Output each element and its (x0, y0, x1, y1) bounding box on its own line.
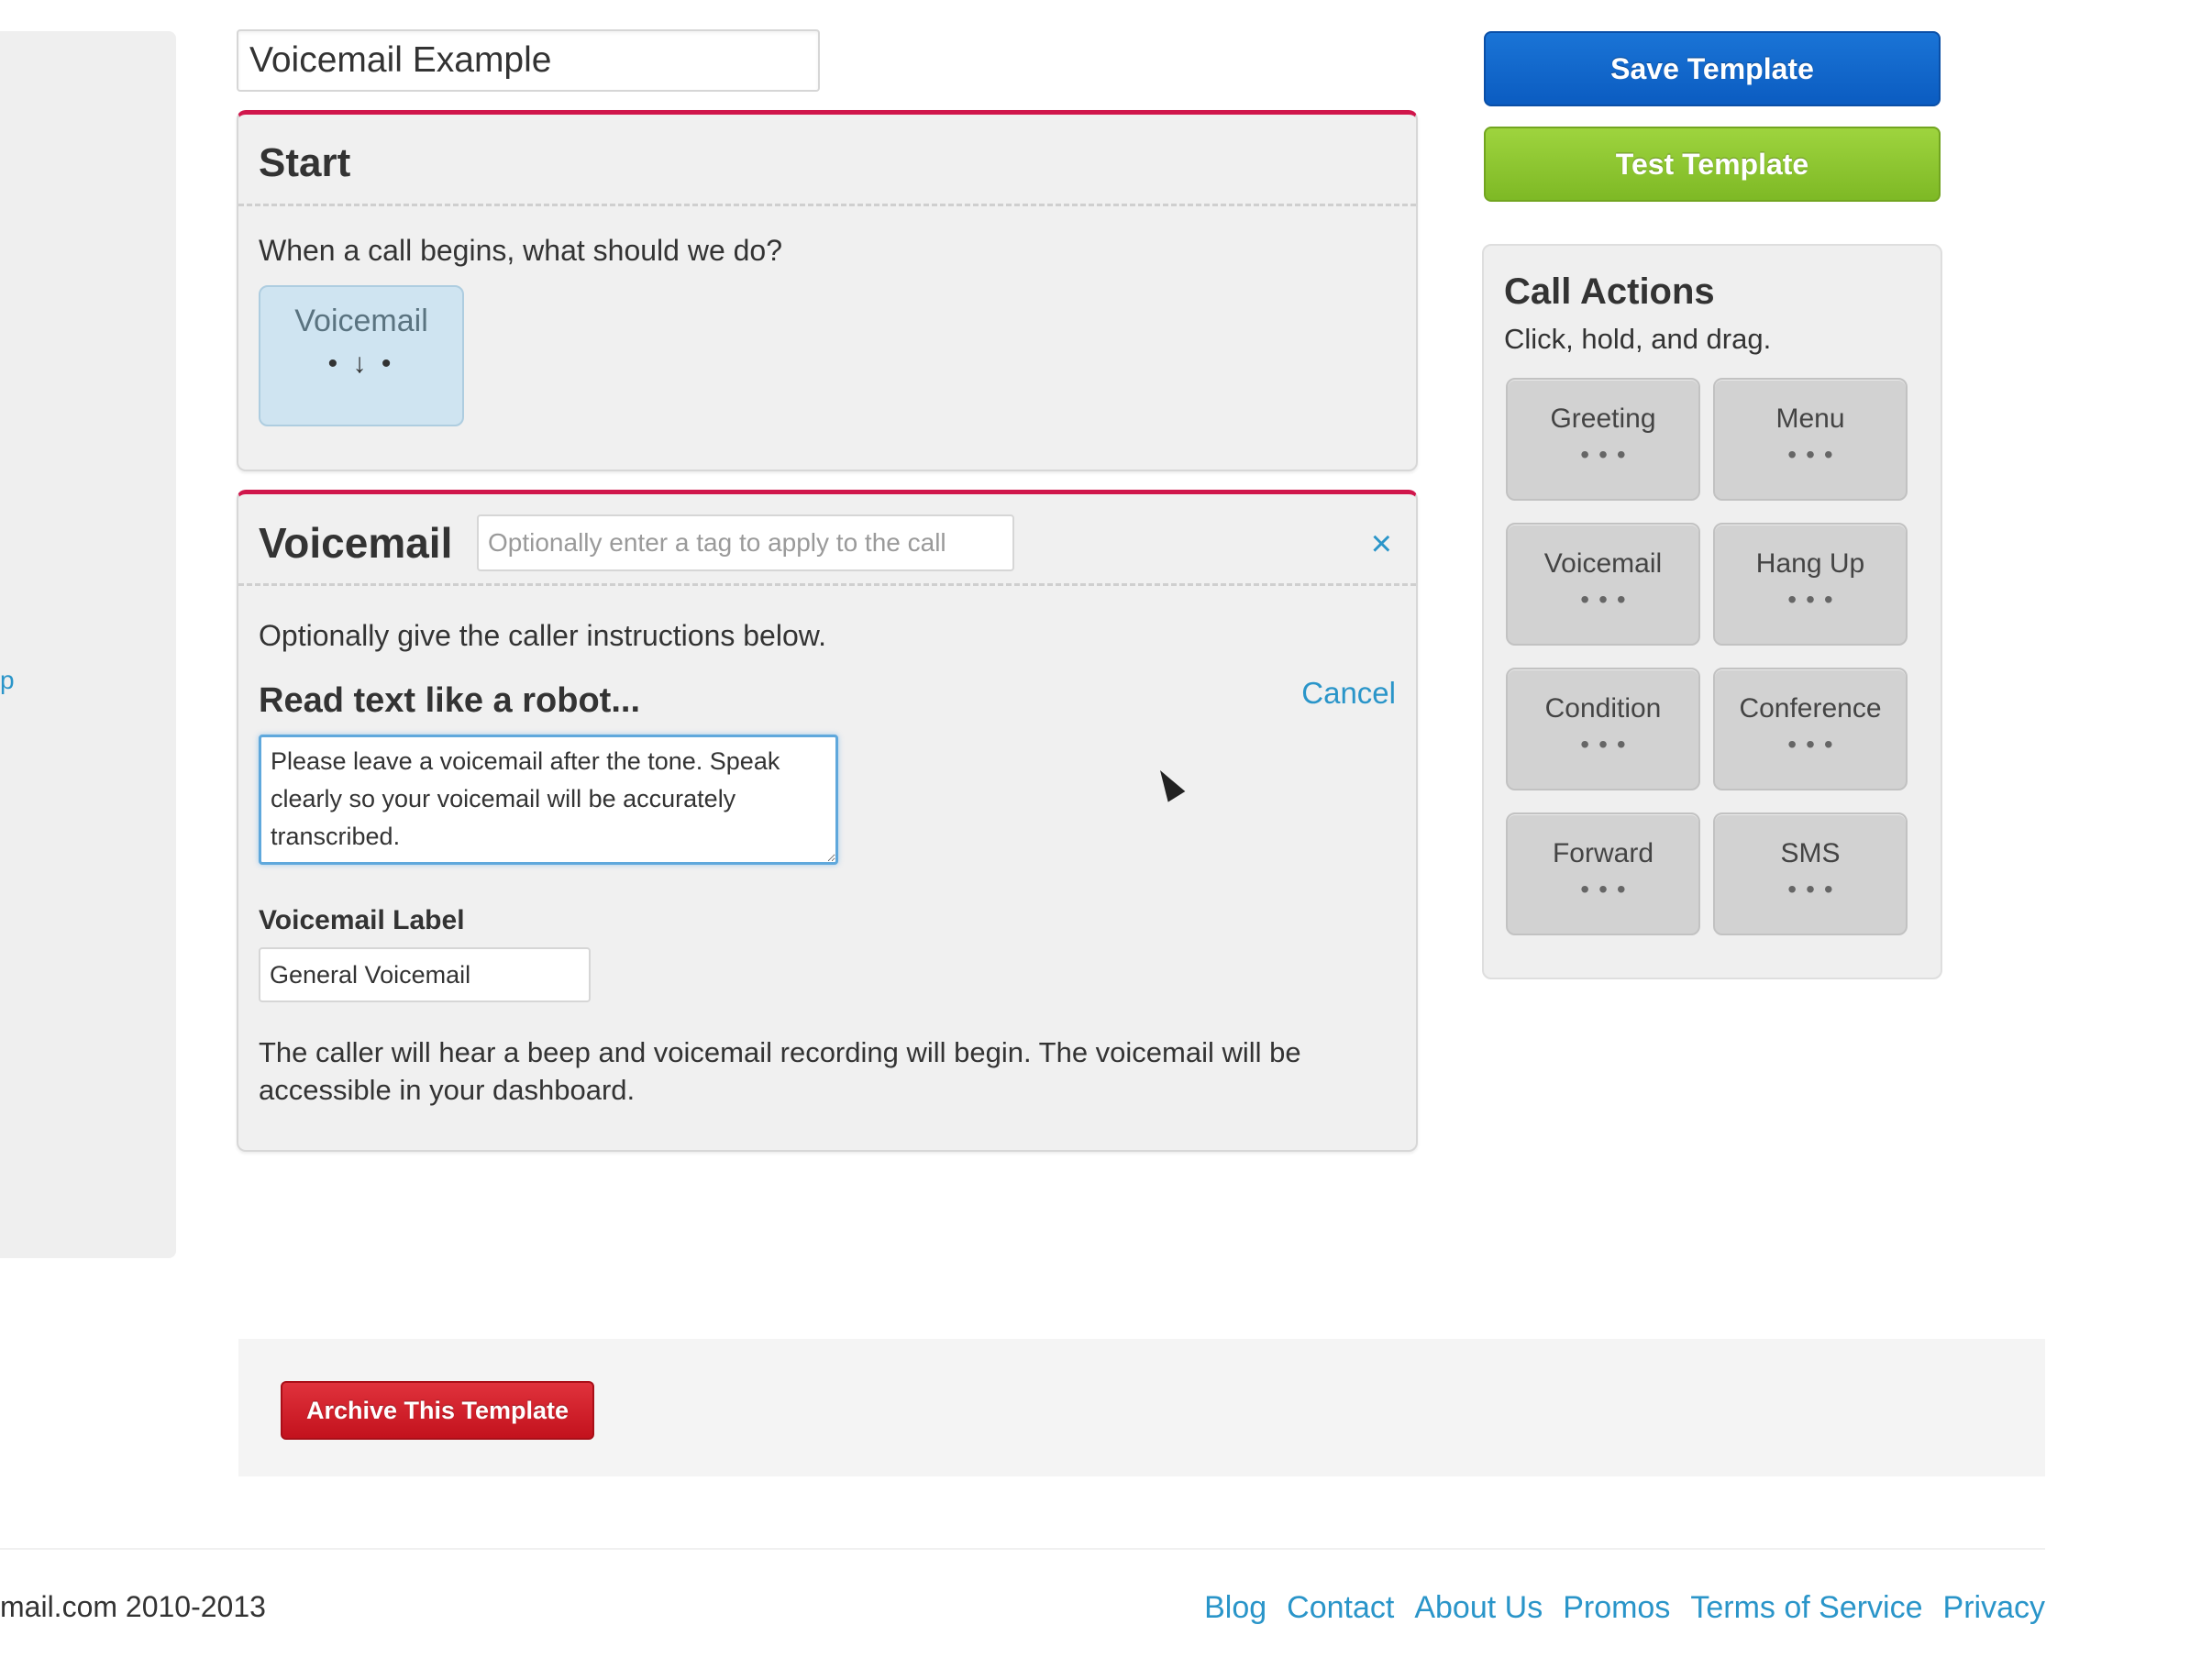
footer-divider (0, 1548, 2045, 1550)
footer-link-contact[interactable]: Contact (1287, 1590, 1395, 1625)
voicemail-note: The caller will hear a beep and voicemail recording will begin. The voicemail will be accessible in your dashboard. (259, 1036, 1301, 1106)
drag-handle-icon: ••• (1580, 440, 1635, 469)
footer-link-terms[interactable]: Terms of Service (1690, 1590, 1923, 1625)
start-block-label: Voicemail (294, 304, 428, 338)
drag-handle-icon: ••• (1787, 730, 1842, 758)
call-actions-grid (1506, 378, 1913, 935)
voicemail-panel-header (238, 494, 1416, 586)
drag-handle-icon: ••• (1580, 585, 1635, 613)
action-tile-label: SMS (1780, 838, 1841, 868)
left-sidebar-panel (0, 31, 176, 1258)
robot-text-input[interactable] (259, 735, 838, 865)
start-panel-header (238, 115, 1416, 206)
footer-link-blog[interactable]: Blog (1204, 1590, 1267, 1625)
voicemail-panel (237, 490, 1418, 1152)
cancel-link[interactable]: Cancel (1301, 676, 1396, 710)
action-tile-forward[interactable] (1506, 812, 1700, 935)
action-tile-label: Greeting (1550, 403, 1656, 434)
start-title: Start (259, 140, 351, 185)
footer-nav (1204, 1590, 2045, 1626)
action-tile-conference[interactable] (1713, 668, 1908, 790)
start-panel (237, 110, 1418, 471)
close-icon[interactable]: × (1370, 524, 1392, 564)
action-tile-menu[interactable] (1713, 378, 1908, 501)
action-tile-label: Forward (1552, 838, 1654, 868)
footer-copyright: mail.com 2010-2013 (0, 1590, 266, 1623)
action-tile-sms[interactable] (1713, 812, 1908, 935)
robot-heading: Read text like a robot... (259, 681, 640, 720)
start-question: When a call begins, what should we do? (259, 234, 783, 267)
left-sidebar-link[interactable]: p (0, 666, 15, 694)
drag-handle-icon: ••• (1787, 585, 1842, 613)
archive-template-button[interactable]: Archive This Template (281, 1381, 594, 1440)
drag-handle-icon: ••• (1580, 730, 1635, 758)
footer-link-about-us[interactable]: About Us (1414, 1590, 1543, 1625)
drag-handle-icon: ••• (1787, 875, 1842, 903)
voicemail-instructions: Optionally give the caller instructions below. (259, 619, 826, 652)
footer-link-privacy[interactable]: Privacy (1942, 1590, 2045, 1625)
start-voicemail-block[interactable] (259, 285, 464, 426)
footer-link-promos[interactable]: Promos (1563, 1590, 1671, 1625)
voicemail-title: Voicemail (259, 519, 453, 567)
voicemail-label-heading: Voicemail Label (259, 905, 465, 935)
action-tile-voicemail[interactable] (1506, 523, 1700, 646)
drag-handle-icon: ••• (1580, 875, 1635, 903)
test-template-button[interactable]: Test Template (1484, 127, 1941, 202)
call-actions-panel (1482, 244, 1942, 979)
action-tile-label: Voicemail (1543, 548, 1663, 579)
voicemail-label-input[interactable] (259, 947, 591, 1002)
action-tile-hang-up[interactable] (1713, 523, 1908, 646)
save-template-button[interactable]: Save Template (1484, 31, 1941, 106)
drag-handle-icon: ••• (1787, 440, 1842, 469)
call-actions-subtitle: Click, hold, and drag. (1504, 323, 1772, 355)
action-tile-condition[interactable] (1506, 668, 1700, 790)
action-tile-label: Menu (1775, 403, 1845, 434)
tag-input[interactable] (477, 514, 1014, 571)
call-actions-title: Call Actions (1504, 271, 1715, 312)
action-tile-greeting[interactable] (1506, 378, 1700, 501)
action-tile-label: Condition (1544, 693, 1662, 724)
action-tile-label: Conference (1739, 693, 1882, 724)
action-tile-label: Hang Up (1755, 548, 1865, 579)
connector-arrow-icon: • ↓ • (327, 348, 395, 379)
template-name-input[interactable] (237, 29, 820, 92)
